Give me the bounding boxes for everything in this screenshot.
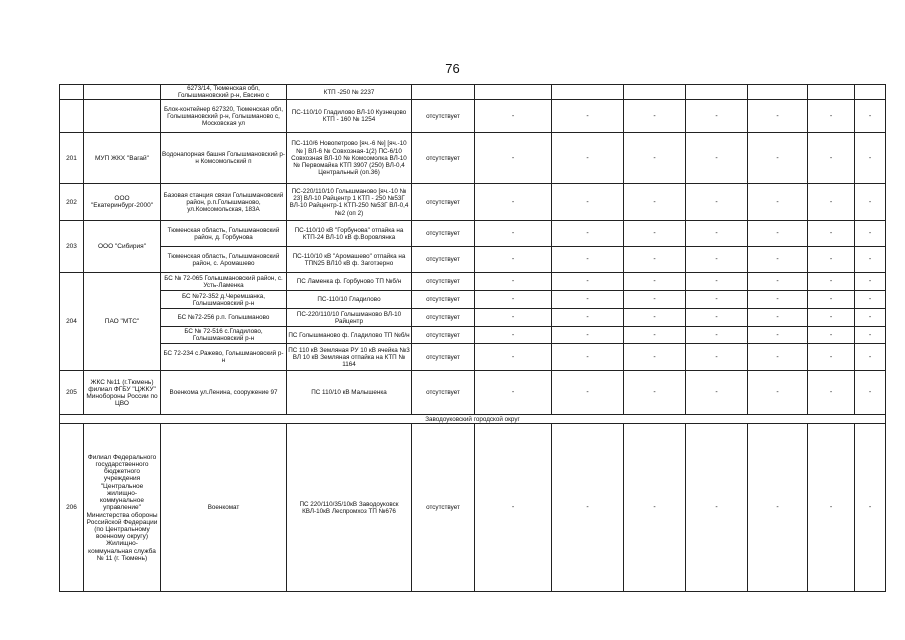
- power-source-cell: ПС-110/10 Гладилово: [287, 291, 412, 309]
- power-source-cell: ПС 220/110/35/10кВ Заводоуковск КВЛ-10кВ Леспромхоз ТП №676: [287, 424, 412, 592]
- dash-cell: -: [475, 291, 552, 309]
- section-row: [60, 415, 886, 424]
- empty-cell: [624, 85, 686, 100]
- dash-cell: -: [624, 133, 686, 184]
- dash-cell: -: [855, 133, 886, 184]
- dash-cell: -: [624, 247, 686, 273]
- dash-cell: -: [686, 184, 748, 221]
- dash-cell: -: [855, 371, 886, 415]
- status-cell: отсутствует: [412, 371, 475, 415]
- dash-cell: -: [855, 273, 886, 291]
- organization-cell: ООО "Сибирия": [84, 221, 161, 273]
- location-cell: Базовая станция связи Голышмановский район, р.п.Голышманово, ул.Комсомольская, 183А: [161, 184, 287, 221]
- table-row: [60, 247, 886, 273]
- dash-cell: -: [808, 273, 855, 291]
- location-cell: 6273/14, Тюменская обл, Голышмановский р-н, Евсино с: [161, 85, 287, 100]
- dash-cell: -: [808, 184, 855, 221]
- organization-cell: ООО "Екатеринбург-2000": [84, 184, 161, 221]
- dash-cell: -: [686, 100, 748, 133]
- dash-cell: -: [475, 100, 552, 133]
- status-cell: отсутствует: [412, 100, 475, 133]
- dash-cell: -: [475, 344, 552, 371]
- dash-cell: -: [748, 424, 808, 592]
- location-cell: Тюменская область, Голышмановский район, с. Аромашево: [161, 247, 287, 273]
- status-cell: отсутствует: [412, 184, 475, 221]
- dash-cell: -: [624, 424, 686, 592]
- dash-cell: -: [475, 247, 552, 273]
- table-row: [60, 85, 886, 100]
- power-source-cell: КТП -250 № 2237: [287, 85, 412, 100]
- dash-cell: -: [552, 247, 624, 273]
- table-row: [60, 327, 886, 344]
- dash-cell: -: [624, 291, 686, 309]
- row-number-cell: 206: [60, 424, 84, 592]
- location-cell: БС № 72-516 с.Гладилово, Голышмановский р-н: [161, 327, 287, 344]
- location-cell: БС № 72-065 Голышмановский район, с. Усть-Ламенка: [161, 273, 287, 291]
- row-number-cell: 202: [60, 184, 84, 221]
- dash-cell: -: [808, 371, 855, 415]
- location-cell: БС 72-234 с.Ражево, Голышмановский р-н: [161, 344, 287, 371]
- organization-cell: [84, 85, 161, 100]
- dash-cell: -: [686, 424, 748, 592]
- dash-cell: -: [624, 344, 686, 371]
- table-row: [60, 273, 886, 291]
- status-cell: отсутствует: [412, 344, 475, 371]
- dash-cell: -: [475, 273, 552, 291]
- dash-cell: -: [808, 247, 855, 273]
- empty-cell: [748, 85, 808, 100]
- location-cell: Тюменская область, Голышмановский район, д. Горбунова: [161, 221, 287, 247]
- dash-cell: -: [748, 221, 808, 247]
- dash-cell: -: [552, 327, 624, 344]
- power-source-cell: ПС 110/10 кВ Малышенка: [287, 371, 412, 415]
- table-row: [60, 100, 886, 133]
- status-cell: отсутствует: [412, 327, 475, 344]
- power-source-cell: ПС Голышманово ф. Гладилово ТП №б/н: [287, 327, 412, 344]
- row-number-cell: [60, 85, 84, 100]
- dash-cell: -: [552, 100, 624, 133]
- power-source-cell: ПС-220/110/10 Голышманово ВЛ-10 Райцентр: [287, 309, 412, 327]
- row-number-cell: [60, 100, 84, 133]
- dash-cell: -: [686, 291, 748, 309]
- dash-cell: -: [686, 371, 748, 415]
- table-row: [60, 133, 886, 184]
- power-source-cell: ПС Ламенка ф. Горбуново ТП №б/н: [287, 273, 412, 291]
- dash-cell: -: [475, 424, 552, 592]
- dash-cell: -: [748, 100, 808, 133]
- table-row: [60, 309, 886, 327]
- dash-cell: -: [855, 309, 886, 327]
- table-row: [60, 221, 886, 247]
- organization-cell: ПАО "МТС": [84, 273, 161, 371]
- empty-cell: [855, 85, 886, 100]
- power-source-cell: ПС-110/10 кВ "Горбунова" отпайка на КТП-24 ВЛ-10 кВ ф.Воровлянка: [287, 221, 412, 247]
- dash-cell: -: [686, 273, 748, 291]
- dash-cell: -: [686, 344, 748, 371]
- dash-cell: -: [624, 184, 686, 221]
- dash-cell: -: [552, 309, 624, 327]
- row-number-cell: 203: [60, 221, 84, 273]
- location-cell: Военкомат: [161, 424, 287, 592]
- dash-cell: -: [808, 100, 855, 133]
- dash-cell: -: [552, 273, 624, 291]
- dash-cell: -: [552, 184, 624, 221]
- dash-cell: -: [808, 133, 855, 184]
- dash-cell: -: [624, 100, 686, 133]
- organization-cell: Филиал Федерального государственного бюджетного учреждения "Центральное жилищно-коммунальное управление" Министерства обороны Российской Федерации (по Центральному военному округу) Жилищно-коммунальная служба № 11 (г. Тюмень): [84, 424, 161, 592]
- dash-cell: -: [748, 133, 808, 184]
- dash-cell: -: [748, 344, 808, 371]
- dash-cell: -: [686, 247, 748, 273]
- empty-cell: [808, 85, 855, 100]
- power-source-cell: ПС-110/10 кВ "Аромашево" отпайка на ТПN25 ВЛ10 кВ ф. Заготзерно: [287, 247, 412, 273]
- empty-cell: [552, 85, 624, 100]
- dash-cell: -: [552, 424, 624, 592]
- status-cell: отсутствует: [412, 221, 475, 247]
- section-title: Заводоуковский городской округ: [60, 415, 886, 424]
- dash-cell: -: [475, 221, 552, 247]
- dash-cell: -: [748, 273, 808, 291]
- dash-cell: -: [475, 371, 552, 415]
- row-number-cell: 205: [60, 371, 84, 415]
- empty-cell: [686, 85, 748, 100]
- status-cell: отсутствует: [412, 247, 475, 273]
- dash-cell: -: [624, 273, 686, 291]
- page-number: 76: [445, 61, 460, 76]
- dash-cell: -: [855, 247, 886, 273]
- row-number-cell: 201: [60, 133, 84, 184]
- dash-cell: -: [748, 247, 808, 273]
- dash-cell: -: [552, 344, 624, 371]
- location-cell: Водонапорная башня Голышмановский р-н Комсомольский п: [161, 133, 287, 184]
- dash-cell: -: [748, 327, 808, 344]
- power-source-cell: ПС 110 кВ Земляная РУ 10 кВ ячейка №3 ВЛ 10 кВ Земляная отпайка на КТП № 1164: [287, 344, 412, 371]
- empty-cell: [475, 85, 552, 100]
- dash-cell: -: [748, 371, 808, 415]
- status-cell: отсутствует: [412, 424, 475, 592]
- dash-cell: -: [624, 327, 686, 344]
- dash-cell: -: [552, 133, 624, 184]
- dash-cell: -: [552, 291, 624, 309]
- dash-cell: -: [686, 309, 748, 327]
- dash-cell: -: [552, 371, 624, 415]
- dash-cell: -: [808, 344, 855, 371]
- dash-cell: -: [624, 221, 686, 247]
- status-cell: отсутствует: [412, 291, 475, 309]
- dash-cell: -: [748, 309, 808, 327]
- location-cell: Военкома ул.Ленина, сооружение 97: [161, 371, 287, 415]
- power-source-cell: ПС-220/110/10 Голышманово [яч.-10 № 23] ВЛ-10 Райцентр 1 КТП - 250 №53Г ВЛ-10 Райцентр-1 КТП-250 №53Г ВЛ-0,4 №2 (оп 2): [287, 184, 412, 221]
- dash-cell: -: [475, 133, 552, 184]
- table-row: [60, 344, 886, 371]
- organization-cell: ЖКС №11 (г.Тюмень) филиал ФГБУ "ЦЖКУ" Минобороны России по ЦВО: [84, 371, 161, 415]
- table-row: [60, 424, 886, 592]
- dash-cell: -: [686, 133, 748, 184]
- status-cell: отсутствует: [412, 309, 475, 327]
- organization-cell: МУП ЖКХ "Вагай": [84, 133, 161, 184]
- location-cell: БС №72-256 р.п. Голышманово: [161, 309, 287, 327]
- dash-cell: -: [855, 184, 886, 221]
- power-source-cell: ПС-110/6 Новопетрово [яч.-6 №] [яч.-10 № ] ВЛ-6 № Совхозная-1(2) ПС-6/10 Совхозная ВЛ-10 № Комсомолка ВЛ-10 № Первомайка КТП 3907 (250) ВЛ-0,4 Центральный (оп.36): [287, 133, 412, 184]
- dash-cell: -: [855, 221, 886, 247]
- dash-cell: -: [475, 327, 552, 344]
- table-row: [60, 291, 886, 309]
- status-cell: отсутствует: [412, 273, 475, 291]
- dash-cell: -: [748, 184, 808, 221]
- dash-cell: -: [808, 291, 855, 309]
- facilities-table: [59, 84, 886, 592]
- status-cell: [412, 85, 475, 100]
- dash-cell: -: [686, 221, 748, 247]
- dash-cell: -: [624, 371, 686, 415]
- dash-cell: -: [748, 291, 808, 309]
- dash-cell: -: [624, 309, 686, 327]
- dash-cell: -: [855, 344, 886, 371]
- table-row: [60, 371, 886, 415]
- dash-cell: -: [475, 184, 552, 221]
- dash-cell: -: [808, 221, 855, 247]
- dash-cell: -: [552, 221, 624, 247]
- dash-cell: -: [855, 291, 886, 309]
- location-cell: БС №72-352 д.Черемшанка, Голышмановский р-н: [161, 291, 287, 309]
- status-cell: отсутствует: [412, 133, 475, 184]
- dash-cell: -: [808, 327, 855, 344]
- location-cell: Блок-контейнер 627320, Тюменская обл, Голышмановский р-н, Голышманово с, Московская ул: [161, 100, 287, 133]
- dash-cell: -: [808, 309, 855, 327]
- table-row: [60, 184, 886, 221]
- dash-cell: -: [855, 424, 886, 592]
- dash-cell: -: [855, 327, 886, 344]
- power-source-cell: ПС-110/10 Гладилово ВЛ-10 Кузнецово КТП - 160 № 1254: [287, 100, 412, 133]
- dash-cell: -: [808, 424, 855, 592]
- organization-cell: [84, 100, 161, 133]
- dash-cell: -: [475, 309, 552, 327]
- dash-cell: -: [855, 100, 886, 133]
- row-number-cell: 204: [60, 273, 84, 371]
- dash-cell: -: [686, 327, 748, 344]
